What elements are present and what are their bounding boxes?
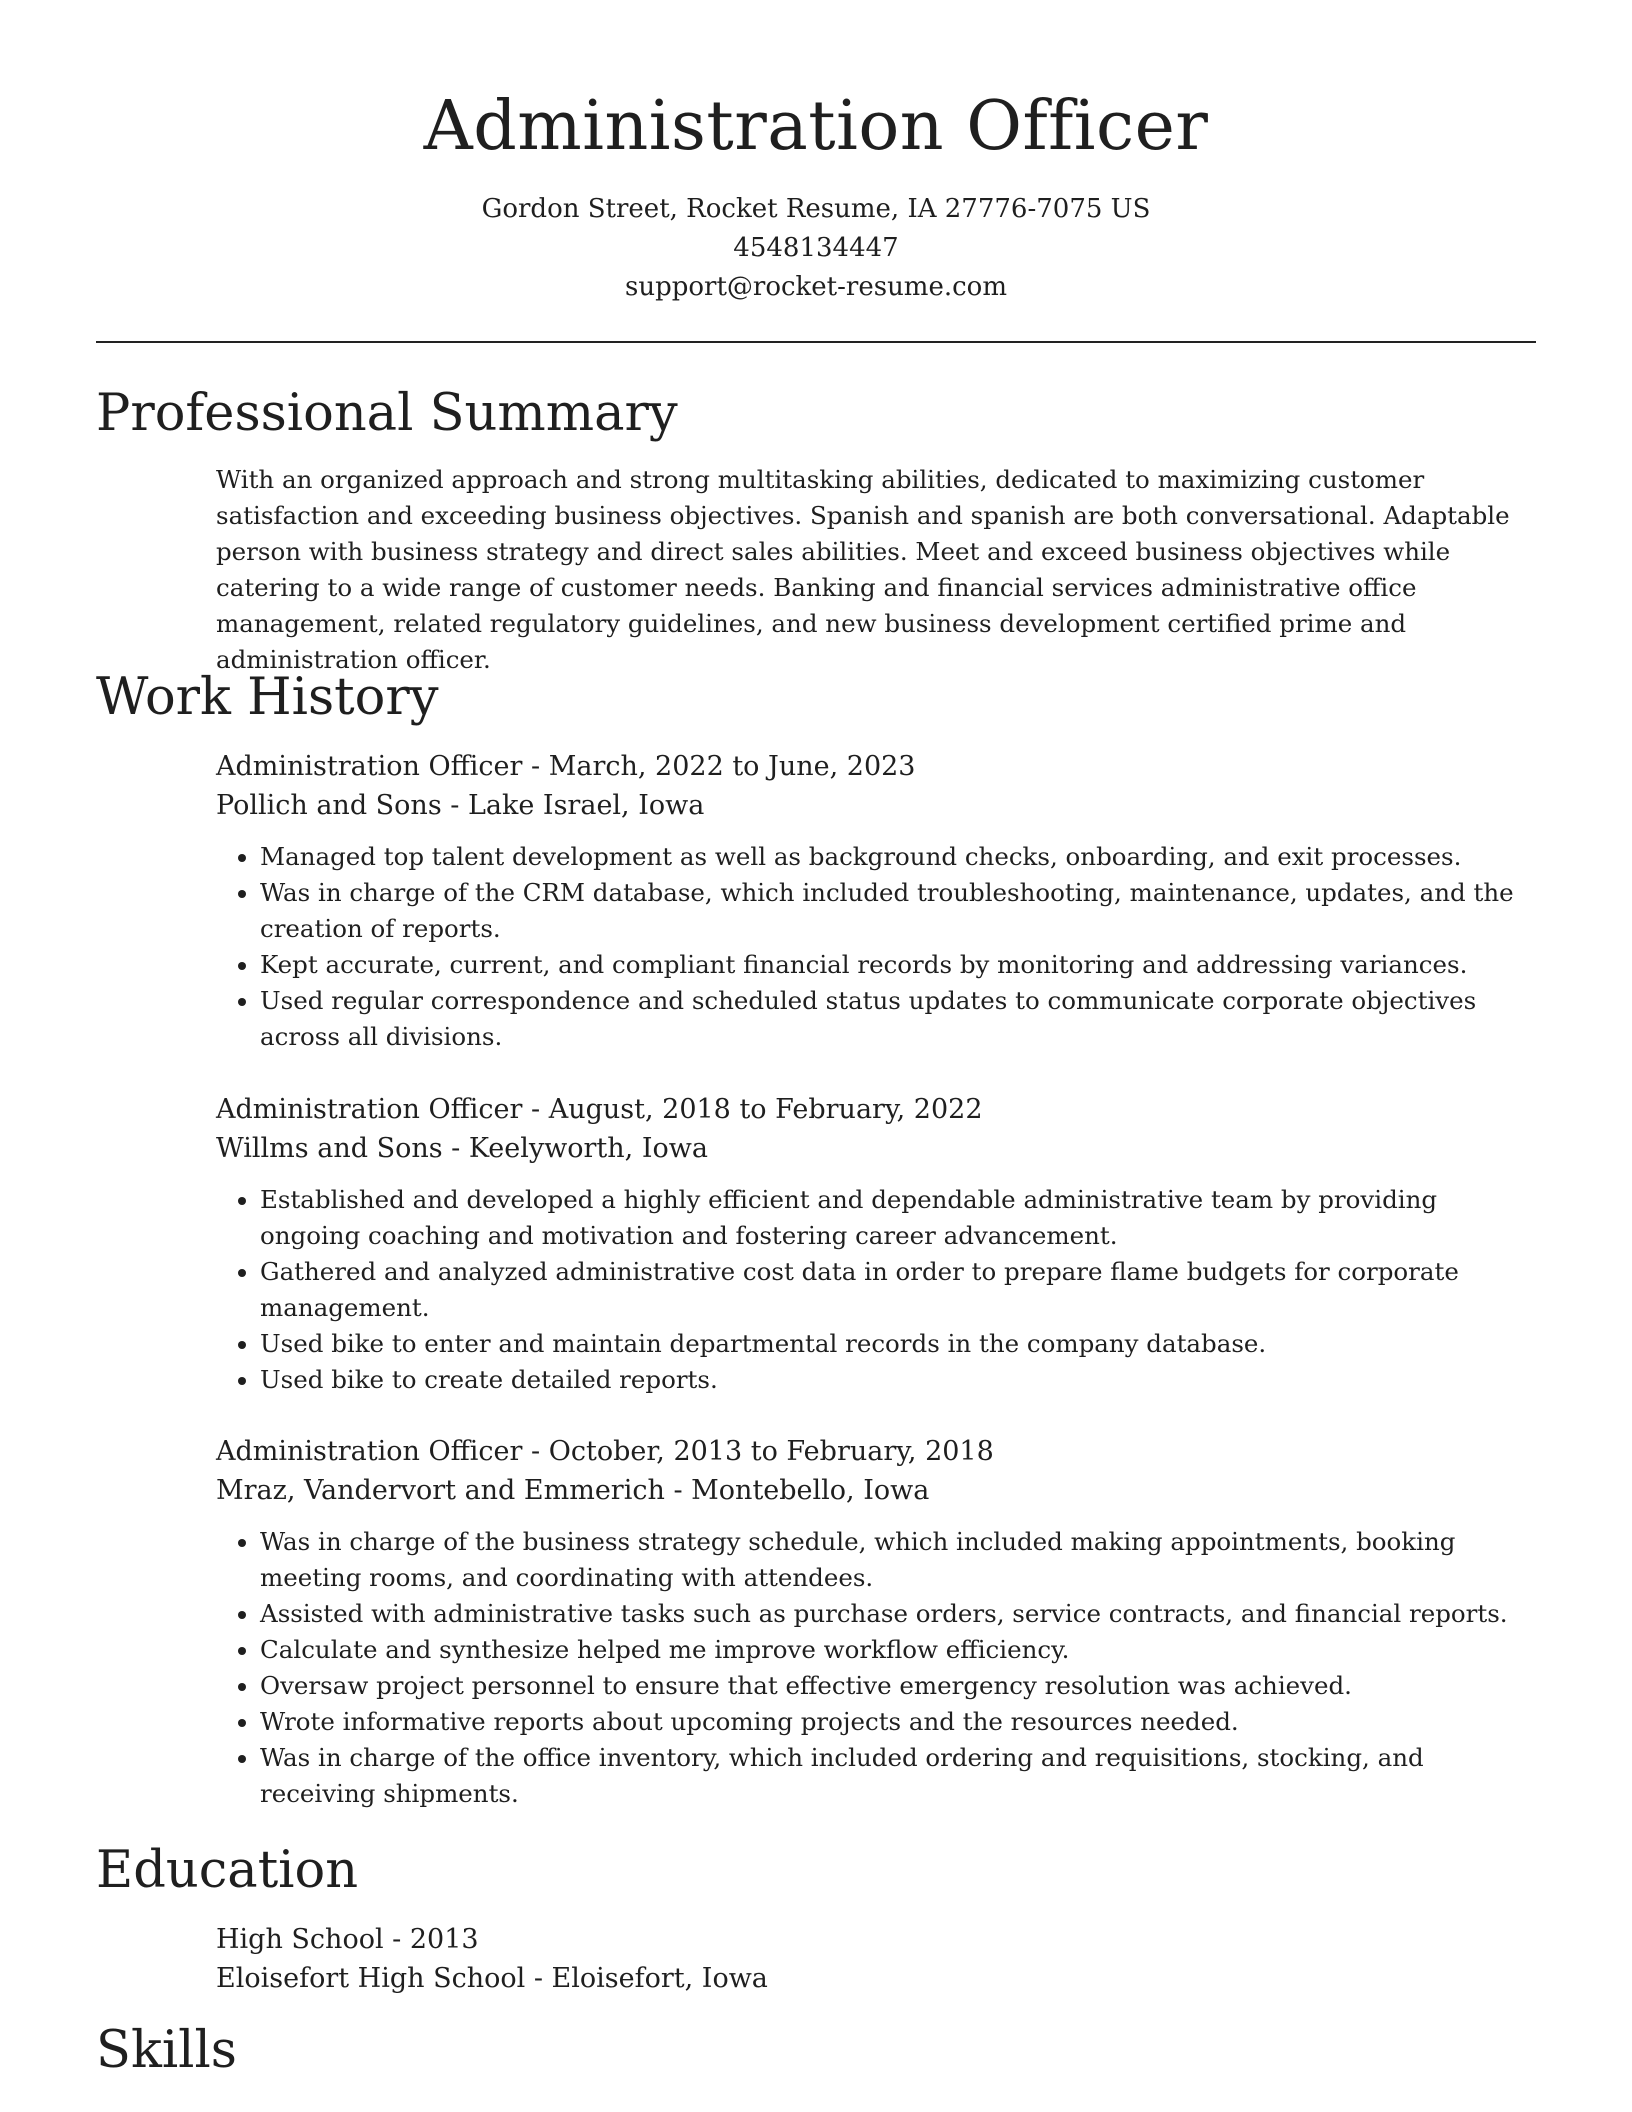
list-item: • Assisted with administrative tasks such as purchase orders, service contracts, and financial reports. bbox=[260, 1596, 1536, 1632]
phone-number: 4548134447 bbox=[733, 233, 899, 263]
list-item: • Gathered and analyzed administrative cost data in order to prepare flame budgets for corporate management. bbox=[260, 1254, 1536, 1326]
skills-heading: Skills bbox=[96, 2021, 237, 2080]
job-entry bbox=[216, 1090, 1536, 1398]
email-address: support@rocket-resume.com bbox=[624, 272, 1007, 302]
list-item: • Calculate and synthesize helped me improve workflow efficiency. bbox=[260, 1632, 1536, 1668]
list-item: • Oversaw project personnel to ensure that effective emergency resolution was achieved. bbox=[260, 1668, 1536, 1704]
job-company-line: Willms and Sons - Keelyworth, Iowa bbox=[216, 1133, 708, 1164]
list-item: • Used bike to create detailed reports. bbox=[260, 1362, 1536, 1398]
candidate-name: Administration Officer bbox=[423, 87, 1209, 166]
job-entry bbox=[216, 1432, 1536, 1812]
list-item: • Kept accurate, current, and compliant financial records by monitoring and addressing variances. bbox=[260, 947, 1536, 983]
list-item: • Used bike to enter and maintain departmental records in the company database. bbox=[260, 1326, 1536, 1362]
job-company-line: Pollich and Sons - Lake Israel, Iowa bbox=[216, 790, 705, 821]
job-bullets bbox=[216, 839, 1536, 1055]
address: Gordon Street, Rocket Resume, IA 27776-7075 US bbox=[481, 194, 1151, 224]
list-item: • Was in charge of the business strategy schedule, which included making appointments, booking meeting rooms, and coordinating with attendees. bbox=[260, 1524, 1536, 1596]
education-school-line: Eloisefort High School - Eloisefort, Iowa bbox=[216, 1963, 768, 1994]
header-divider bbox=[96, 341, 1536, 343]
contact-block bbox=[0, 190, 1632, 307]
job-bullets bbox=[216, 1182, 1536, 1398]
job-role-line: Administration Officer - March, 2022 to June, 2023 bbox=[216, 751, 916, 782]
summary-heading: Professional Summary bbox=[96, 384, 678, 443]
job-entry bbox=[216, 747, 1536, 1055]
list-item: • Was in charge of the CRM database, which included troubleshooting, maintenance, updates, and the creation of reports. bbox=[260, 875, 1536, 947]
education-entry bbox=[216, 1920, 1536, 1998]
job-company-line: Mraz, Vandervort and Emmerich - Montebello, Iowa bbox=[216, 1475, 930, 1506]
resume-header bbox=[0, 0, 1632, 307]
list-item: • Wrote informative reports about upcoming projects and the resources needed. bbox=[260, 1704, 1536, 1740]
list-item: • Established and developed a highly efficient and dependable administrative team by providing ongoing coaching and motivation and fostering career advancement. bbox=[260, 1182, 1536, 1254]
job-bullets bbox=[216, 1524, 1536, 1812]
job-role-line: Administration Officer - August, 2018 to February, 2022 bbox=[216, 1094, 983, 1125]
list-item: • Used regular correspondence and scheduled status updates to communicate corporate objectives across all divisions. bbox=[260, 983, 1536, 1055]
work-history-heading: Work History bbox=[96, 668, 439, 727]
summary-text: With an organized approach and strong multitasking abilities, dedicated to maximizing customer satisfaction and exceeding business objectives. Spanish and spanish are both conversational. Adaptable person with business strategy and direct sales abilities. Meet and exceed business objectives while catering to a wide range of customer needs. Banking and financial services administrative office management, related regulatory guidelines, and new business development certified prime and administration officer. bbox=[216, 465, 1510, 674]
education-degree-line: High School - 2013 bbox=[216, 1924, 479, 1955]
job-role-line: Administration Officer - October, 2013 to February, 2018 bbox=[216, 1436, 994, 1467]
list-item: • Managed top talent development as well as background checks, onboarding, and exit processes. bbox=[260, 839, 1536, 875]
list-item: • Was in charge of the office inventory, which included ordering and requisitions, stocking, and receiving shipments. bbox=[260, 1740, 1536, 1812]
education-heading: Education bbox=[96, 1841, 359, 1900]
